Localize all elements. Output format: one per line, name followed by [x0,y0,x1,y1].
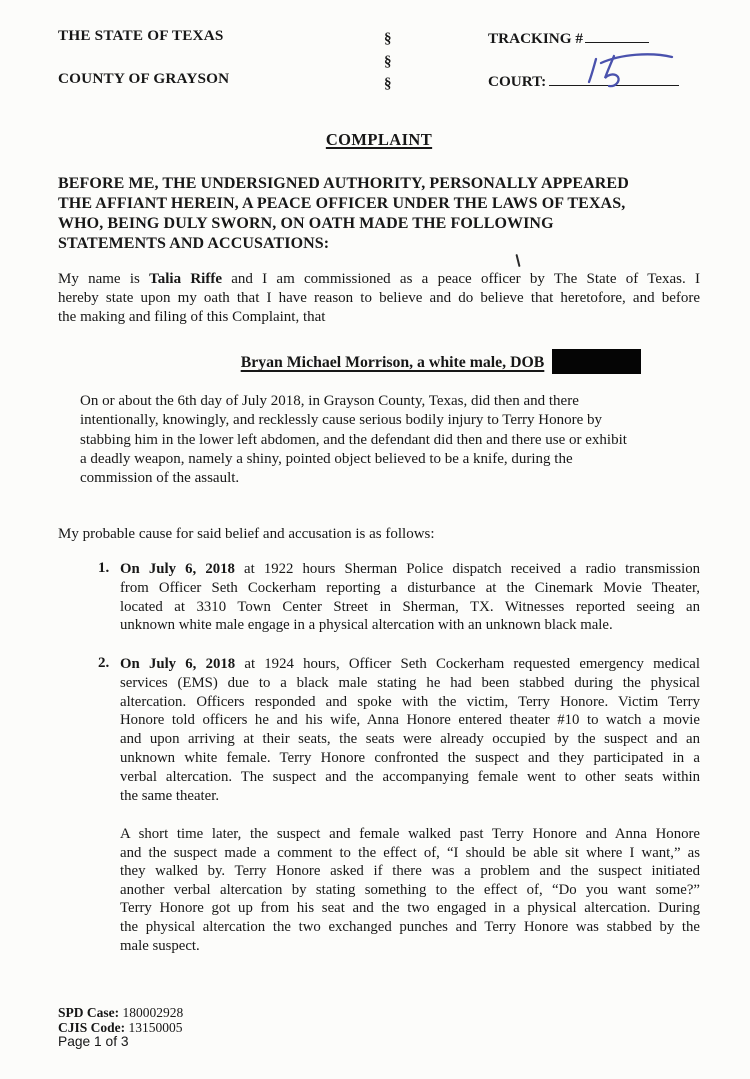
oath-paragraph: BEFORE ME, THE UNDERSIGNED AUTHORITY, PERSONALLY APPEARED THE AFFIANT HEREIN, A PEACE OFFICER UNDER THE LAWS OF TEXAS, WHO, BEING DULY SWORN, ON OATH MADE THE FOLLOWING STATEMENTS AND ACCUSATIONS: [58,175,629,252]
section-symbol: § [384,76,392,93]
item-number: 1. [98,560,110,576]
state-caption: THE STATE OF TEXAS [58,27,224,44]
spd-case-label: SPD Case: [58,1005,120,1020]
spd-case-value: 180002928 [122,1005,184,1020]
cjis-code-line [58,1021,183,1036]
court-label: COURT: [488,73,547,90]
complaint-title: COMPLAINT [325,130,433,149]
stray-pen-mark [515,254,520,267]
numbered-item-1 [98,560,700,635]
footer-block [58,1006,183,1050]
numbered-item-2 [98,655,700,805]
item-text: On July 6, 2018 at 1922 hours Sherman Police dispatch received a radio transmission from Officer Seth Cockerham reporting a disturbance at the Cinemark Movie Theater, located at 3310 Town Center Street in Sherman, TX. Witnesses reported seeing an unknown white male engage in a physical altercation with an unknown black male. [120,561,700,634]
dob-redaction-box [552,349,641,374]
intro-paragraph: My name is Talia Riffe and I am commissioned as a peace officer by The State of Texas. I hereby state upon my oath that I have reason to believe and do believe that heretofore, and before the making and filing of this Complaint, that [58,271,700,325]
defendant-name-line [58,349,750,374]
item-number: 2. [98,655,110,671]
tracking-label: TRACKING # [488,30,583,47]
tracking-blank-line [585,27,649,43]
cjis-code-value: 13150005 [128,1019,183,1035]
probable-cause-intro: My probable cause for said belief and accusation is as follows: [58,526,435,542]
cjis-code-label: CJIS Code: [58,1019,126,1035]
defendant-name-text: Bryan Michael Morrison, a white male, DOB [240,354,545,371]
section-symbol: § [384,53,392,70]
handwritten-court-number [581,50,681,90]
county-caption: COUNTY OF GRAYSON [58,70,230,87]
handwritten-digit-1 [589,59,596,82]
page-number-line: Page 1 of 3 [58,1034,129,1050]
offense-paragraph: On or about the 6th day of July 2018, in Grayson County, Texas, did then and there intentionally, knowingly, and recklessly cause serious bodily injury to Terry Honore by stabbing him in the lower left abdomen, and the defendant did then and there use or exhibit a deadly weapon, namely a shiny, pointed object believed to be a knife, during the commission of the assault. [80,393,627,487]
item-text: On July 6, 2018 at 1924 hours, Officer Seth Cockerham requested emergency medical services (EMS) due to a black male stating he had been stabbed during the physical altercation. Officers responded and spoke with the victim, Terry Honore. Victim Terry Honore told officers he and his wife, Anna Honore entered theater #10 to watch a movie and upon arriving at their seats, the seats were already occupied by the suspect and an unknown white female. Terry Honore confronted the suspect and they participated in a verbal altercation. The suspect and the accompanying female went to other seats within the same theater. [120,656,700,804]
continuation-paragraph: A short time later, the suspect and female walked past Terry Honore and Anna Honore and the suspect made a comment to the effect of, “I should be able sit where I want,” as they walked by. Terry Honore asked if there was a problem and the suspect initiated another verbal altercation by stating something to the effect of, “Do you want some?” Terry Honore got up from his seat and the two engaged in a physical altercation. During the physical altercation the two exchanged punches and Terry Honore was stabbed by the male suspect. [120,826,700,954]
section-symbol-column [384,28,392,96]
section-symbol: § [384,31,392,47]
tracking-field [488,27,649,48]
spd-case-line [58,1006,183,1021]
